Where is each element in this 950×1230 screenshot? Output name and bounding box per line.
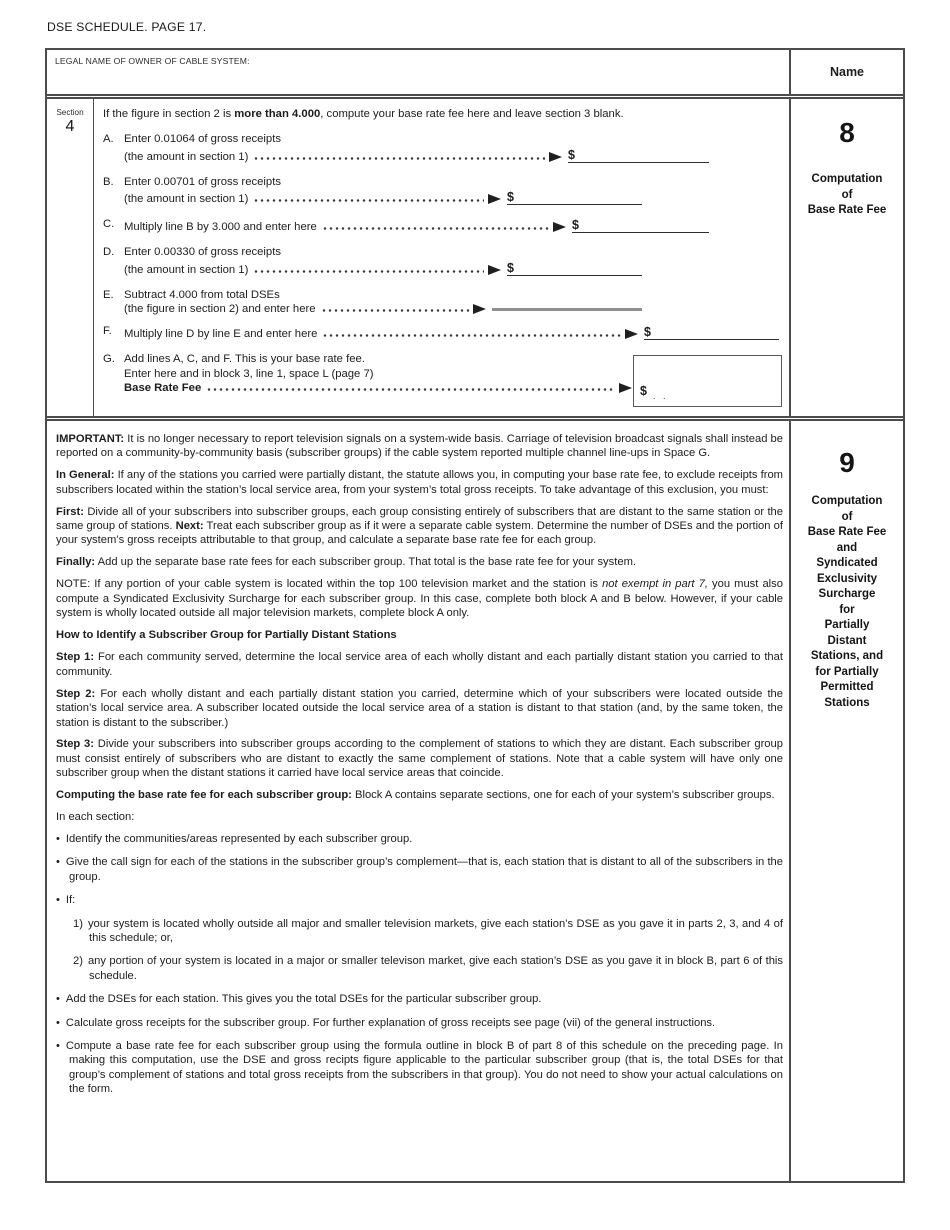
part-9-row — [47, 421, 903, 1181]
fee-line-f: F. Multiply line D by line E and enter here $ — [103, 325, 789, 340]
bullet-icon: • — [56, 894, 60, 907]
part-9-number: 9 — [839, 447, 855, 478]
part9-paragraph: In each section: — [56, 811, 135, 824]
part9-paragraph: NOTE: If any portion of your cable system is located within the top 100 television market and the station is not exempt in part 7, you must also compute a Syndicated Exclusivity Surcharge for each subscriber group. In this case, complete both block A and B below. However, if your cable system is wholly located outside all major television markets, complete block A only. — [56, 578, 783, 620]
part9-paragraph: Step 3: Divide your subscribers into subscriber groups according to the complement of stations to which they are distant. Each subscriber group must consist entirely of subscribers who are distant to exactly the same complement of stations. Note that a cable system will have only one subscriber group when the distant stations it carried have local service areas that coincide. — [56, 738, 783, 780]
name-label: Name — [829, 65, 865, 79]
base-rate-fee-box-field[interactable]: $ . . — [633, 355, 782, 407]
sidebar-title-line: Distant — [827, 634, 867, 647]
name-header-cell — [789, 50, 903, 94]
sidebar-title-line: Computation — [811, 495, 883, 507]
fee-line-c: C. Multiply line B by 3.000 and enter here $ — [103, 218, 789, 233]
fee-line-d: D. Enter 0.00330 of gross receipts (the amount in section 1) $ — [103, 246, 789, 276]
bullet-icon: • — [56, 1040, 60, 1052]
sidebar-title-line: Partially — [824, 619, 870, 631]
part9-paragraph: In General: If any of the stations you carried were partially distant, the statute allows you, in computing your base rate fee, to exclude receipts from subscribers located within the station’s local service area, from your system’s total gross receipts. To take advantage of this exclusion, you must: — [56, 469, 783, 496]
section-word: Section — [56, 108, 84, 117]
section-4-body — [94, 99, 789, 416]
sidebar-title-line: Permitted — [820, 681, 874, 693]
bullet-icon: • — [56, 993, 60, 1006]
part9-paragraph: • Identify the communities/areas represented by each subscriber group. — [56, 832, 413, 845]
sidebar-title-line: for — [839, 603, 855, 616]
line-d-amount-field[interactable]: $ — [507, 261, 642, 276]
part-9-sidebar — [789, 421, 903, 1181]
legal-name-label: LEGAL NAME OF OWNER OF CABLE SYSTEM: — [55, 56, 250, 66]
dotted-leader — [253, 270, 484, 273]
bullet-icon: • — [56, 1016, 60, 1029]
fee-line-g: G. Add lines A, C, and F. This is your base rate fee. Enter here and in block 3, line 1, space L (page 7) Base Rate Fee — [103, 353, 789, 394]
part-8-sidebar — [789, 99, 903, 416]
dotted-leader — [253, 157, 545, 160]
sidebar-title-line: Stations, and — [810, 650, 884, 662]
part9-heading: How to Identify a Subscriber Group for Partially Distant Stations — [56, 628, 397, 641]
legal-name-cell — [47, 50, 789, 94]
line-c-amount-field[interactable]: $ — [572, 218, 709, 233]
dotted-leader — [206, 388, 615, 391]
line-b-amount-field[interactable]: $ — [507, 190, 642, 205]
section-4-row — [47, 99, 903, 421]
section-4-label-cell — [47, 99, 94, 416]
part9-paragraph: • If: — [56, 894, 76, 907]
list-number-label: 1) — [73, 917, 83, 930]
part-8-number: 8 — [839, 117, 855, 148]
sidebar-title-line: Base Rate Fee — [807, 526, 887, 538]
part9-paragraph: 1) your system is located wholly outside all major and smaller television markets, give each station’s DSE as you gave it in parts 2, 3, and 4 of this schedule; or, — [73, 917, 783, 944]
part9-paragraph: First: Divide all of your subscribers into subscriber groups, each group consisting entirely of subscribers that are distant to the same station or the same group of stations. Next: Treat each subscriber group as if it were a separate cable system. Determine the number of DSEs and the portion of your system’s gross receipts attributable to that group, and calculate a separate base rate fee for each group. — [56, 505, 783, 547]
fee-line-e: E. Subtract 4.000 from total DSEs (the figure in section 2) and enter here — [103, 289, 789, 316]
sidebar-title-line: Base Rate Fee — [807, 204, 887, 216]
part9-paragraph: • Calculate gross receipts for the subscriber group. For further explanation of gross receipts see page (vii) of the general instructions. — [56, 1016, 716, 1029]
part9-paragraph: Step 1: For each community served, determine the local service area of each wholly distant and each partially distant station you carried to that community. — [56, 651, 783, 678]
sidebar-title-line: Computation — [811, 173, 883, 185]
line-a-amount-field[interactable]: $ — [568, 148, 709, 163]
box-dots: . . — [653, 391, 669, 401]
dotted-leader — [322, 334, 621, 337]
dotted-leader — [321, 309, 469, 312]
sidebar-title-line: and — [836, 541, 858, 554]
part9-text — [47, 421, 789, 1181]
dotted-leader — [253, 199, 484, 202]
arrow-right-icon — [625, 329, 638, 339]
fee-line-a: A. Enter 0.01064 of gross receipts (the amount in section 1) $ — [103, 133, 789, 163]
line-e-value-field[interactable] — [492, 308, 642, 312]
bullet-icon: • — [56, 856, 60, 869]
sidebar-title-line: Exclusivity — [816, 572, 878, 585]
header-row — [47, 50, 903, 99]
part9-paragraph: • Give the call sign for each of the stations in the subscriber group’s complement—that is, each station that is distant to all of the subscribers in the group. — [56, 856, 783, 883]
part9-paragraph: IMPORTANT: It is no longer necessary to report television signals on a system-wide basis. Carriage of television broadcast signals shall instead be reported on a community-by-community basis (subscriber groups) if the cable system reported multiple channel line-ups in Space G. — [56, 433, 783, 460]
part9-paragraph: Computing the base rate fee for each subscriber group: Block A contains separate sections, one for each of your system’s subscriber groups. — [56, 789, 775, 802]
sidebar-title-line: Surcharge — [818, 588, 876, 600]
sidebar-title-line: for Partially — [815, 665, 879, 678]
section-4-intro: If the figure in section 2 is more than 4.000, compute your base rate fee here and leave section 3 blank. — [103, 108, 624, 120]
arrow-right-icon — [473, 304, 486, 314]
part9-paragraph: • Add the DSEs for each station. This gives you the total DSEs for the particular subscriber group. — [56, 993, 542, 1006]
section-number: 4 — [65, 118, 75, 135]
part9-paragraph: Step 2: For each wholly distant and each partially distant station you carried, determine which of your subscribers were located outside the station’s local service area. A subscriber located outside the local service area of a station is distant to that station (and, by the same token, the station is distant to the subscriber.) — [56, 687, 783, 729]
fee-line-b: B. Enter 0.00701 of gross receipts (the amount in section 1) $ — [103, 176, 789, 206]
dotted-leader — [322, 227, 549, 230]
list-number-label: 2) — [73, 955, 83, 968]
legal-name-field[interactable] — [55, 66, 781, 90]
bullet-icon: • — [56, 832, 60, 845]
sidebar-title-line: Syndicated — [816, 557, 878, 569]
arrow-right-icon — [549, 152, 562, 162]
arrow-right-icon — [619, 383, 632, 393]
line-f-amount-field[interactable]: $ — [644, 325, 779, 340]
arrow-right-icon — [553, 222, 566, 232]
part9-paragraph: • Compute a base rate fee for each subscriber group using the formula outline in block B of part 8 of this schedule on the preceding page. In making this computation, use the DSE and gross recipts figure applicable to the particular subscriber group (that is, the total DSEs for that group’s complement of stations and total gross receipts from the subscribers in that group). You do not need to show your actual calculations on the form. — [56, 1040, 783, 1096]
page-title: DSE SCHEDULE. PAGE 17. — [47, 20, 207, 34]
sidebar-title-line: of — [841, 510, 853, 523]
form-table — [45, 48, 905, 1183]
part-8-title — [791, 172, 903, 219]
sidebar-title-line: of — [841, 188, 853, 201]
part-9-title — [791, 494, 903, 711]
sidebar-title-line: Stations — [824, 696, 870, 709]
arrow-right-icon — [488, 194, 501, 204]
arrow-right-icon — [488, 265, 501, 275]
part9-paragraph: Finally: Add up the separate base rate fees for each subscriber group. That total is the base rate fee for your system. — [56, 556, 637, 569]
part9-paragraph: 2) any portion of your system is located in a major or smaller televison market, give each station’s DSE as you gave it in block B, part 6 of this schedule. — [73, 955, 783, 982]
